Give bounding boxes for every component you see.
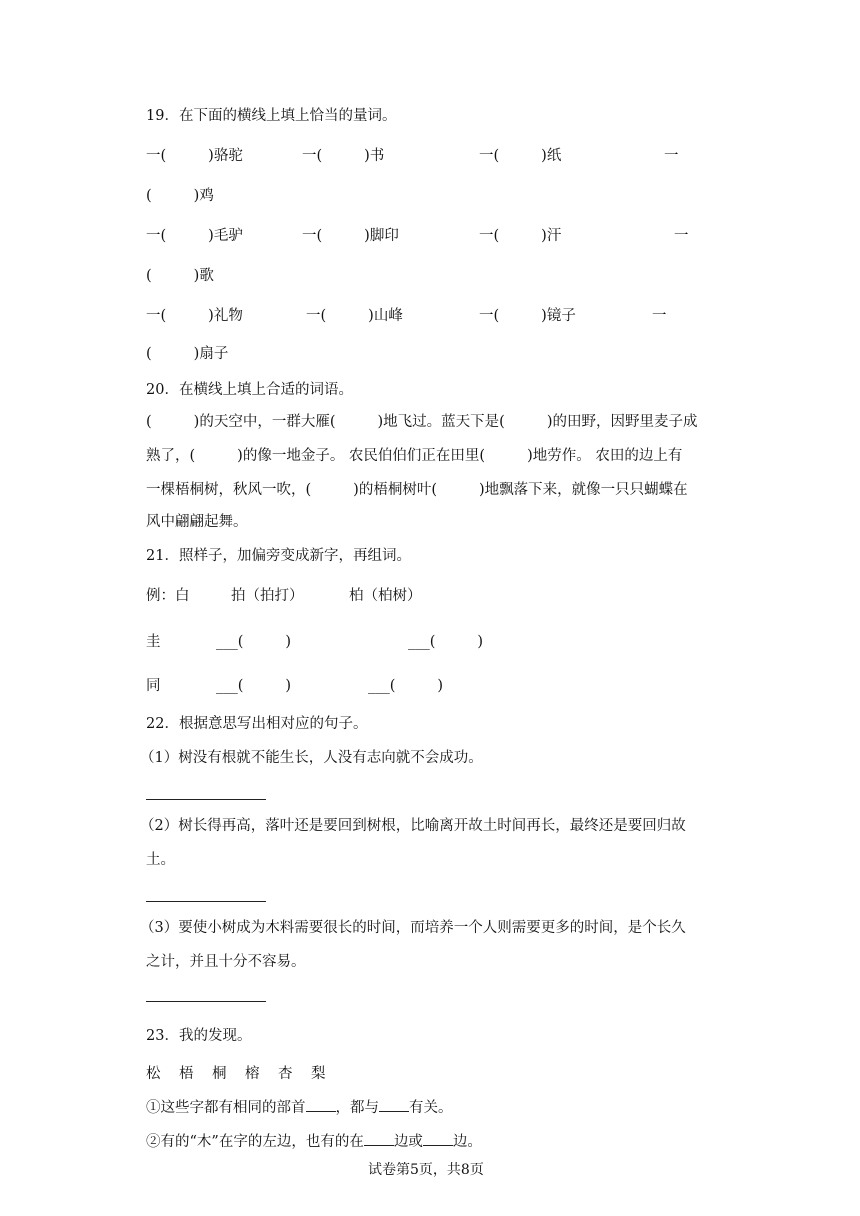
q21-example-2: 柏（柏树） <box>349 588 422 604</box>
answer-line[interactable] <box>146 901 266 902</box>
q21-example-label: 例：白 <box>146 588 190 604</box>
q19-item: 一( )骆驼 <box>146 148 243 164</box>
q23-char: 桐 <box>212 1066 227 1082</box>
q19-item: 一( )脚印 <box>302 228 399 244</box>
q19-yi: 一 <box>674 228 689 244</box>
q21-char: 圭 <box>146 634 161 650</box>
q23-char: 杏 <box>278 1066 293 1082</box>
q21-blank: ___( ) <box>408 634 484 650</box>
q23-char: 榕 <box>245 1066 260 1082</box>
q19-item: ( )歌 <box>146 268 214 284</box>
q21-char: 同 <box>146 678 161 694</box>
q19-item: 一( )礼物 <box>146 308 243 324</box>
q22-sentence-2a: （2）树长得再高，落叶还是要回到树根，比喻离开故土时间再长，最终还是要回归故 <box>140 818 686 834</box>
q23-char: 梧 <box>179 1066 194 1082</box>
q20-line: 风中翩翩起舞。 <box>146 514 248 530</box>
q22-sentence-3a: （3）要使小树成为木料需要很长的时间，而培养一个人则需要更多的时间，是个长久 <box>140 920 686 936</box>
q22-sentence-1: （1）树没有根就不能生长，人没有志向就不会成功。 <box>140 750 483 766</box>
q21-blank: ___( ) <box>216 634 292 650</box>
q21-example-1: 拍（拍打） <box>231 588 304 604</box>
q22-sentence-3b: 之计，并且十分不容易。 <box>146 954 306 970</box>
q19-yi: 一 <box>664 148 679 164</box>
q21-blank: ___( ) <box>216 678 292 694</box>
fill-blank[interactable] <box>379 1111 409 1112</box>
page-footer: 试卷第5页，共8页 <box>368 1162 484 1178</box>
answer-line[interactable] <box>146 799 266 800</box>
fill-blank[interactable] <box>423 1145 453 1146</box>
q21-blank: ___( ) <box>368 678 444 694</box>
q23-line-1: ①这些字都有相同的部首 ，都与 有关。 <box>146 1100 453 1116</box>
q19-item: 一( )纸 <box>479 148 562 164</box>
q19-item: ( )鸡 <box>146 188 214 204</box>
q20-line: 熟了，( )的像一地金子。 农民伯伯们正在田里( )地劳作。 农田的边上有 <box>146 448 683 464</box>
q22-title: 22．根据意思写出相对应的句子。 <box>146 716 368 732</box>
q19-item: 一( )汗 <box>479 228 562 244</box>
fill-blank[interactable] <box>364 1145 394 1146</box>
q23-title: 23．我的发现。 <box>146 1028 252 1044</box>
q19-yi: 一 <box>652 308 667 324</box>
q19-item: 一( )山峰 <box>306 308 403 324</box>
q19-item: ( )扇子 <box>146 346 229 362</box>
fill-blank[interactable] <box>306 1111 336 1112</box>
q22-sentence-2b: 土。 <box>146 852 175 868</box>
q19-item: 一( )毛驴 <box>146 228 243 244</box>
q23-char: 梨 <box>311 1066 326 1082</box>
q23-line-2: ②有的“木”在字的左边，也有的在 边或 边。 <box>146 1134 482 1150</box>
q19-item: 一( )书 <box>302 148 385 164</box>
q19-item: 一( )镜子 <box>479 308 576 324</box>
q19-title: 19．在下面的横线上填上恰当的量词。 <box>146 108 397 124</box>
q23-char: 松 <box>146 1066 161 1082</box>
q20-title: 20．在横线上填上合适的词语。 <box>146 382 353 398</box>
q20-line: 一棵梧桐树，秋风一吹，( )的梧桐树叶( )地飘落下来，就像一只只蝴蝶在 <box>146 482 688 498</box>
answer-line[interactable] <box>146 1001 266 1002</box>
q20-line: ( )的天空中，一群大雁( )地飞过。蓝天下是( )的田野，因野里麦子成 <box>146 414 698 430</box>
q21-title: 21．照样子，加偏旁变成新字，再组词。 <box>146 548 411 564</box>
